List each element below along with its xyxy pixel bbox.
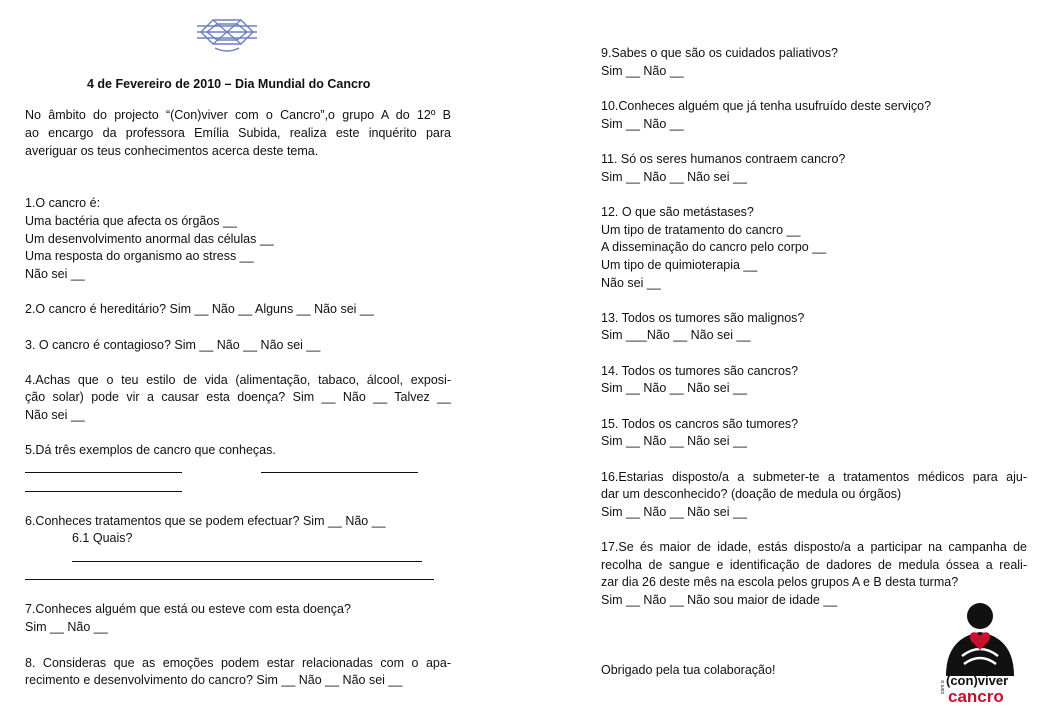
person-hug-icon	[940, 598, 1020, 678]
question-13-answer[interactable]: Sim ___Não __ Não sei __	[601, 328, 751, 342]
school-emblem-icon	[193, 12, 261, 54]
question-13: 13. Todos os tumores são malignos?	[601, 311, 805, 325]
answer-line[interactable]	[25, 472, 182, 473]
question-17-line: 17.Se és maior de idade, estás disposto/a a participar na campanha de	[601, 540, 1027, 554]
question-8-line[interactable]: recimento e desenvolvimento do cancro? Sim __ Não __ Não sei __	[25, 673, 403, 687]
question-3[interactable]: 3. O cancro é contagioso? Sim __ Não __ Não sei __	[25, 338, 321, 352]
question-16-answer[interactable]: Sim __ Não __ Não sei __	[601, 505, 747, 519]
question-7: 7.Conheces alguém que está ou esteve com esta doença?	[25, 602, 351, 616]
question-11: 11. Só os seres humanos contraem cancro?	[601, 152, 846, 166]
thanks-note: Obrigado pela tua colaboração!	[601, 663, 776, 677]
question-12: 12. O que são metástases?	[601, 205, 754, 219]
question-6[interactable]: 6.Conheces tratamentos que se podem efectuar? Sim __ Não __	[25, 514, 386, 528]
question-1-option[interactable]: Um desenvolvimento anormal das células __	[25, 232, 274, 246]
question-1-option[interactable]: Não sei __	[25, 267, 85, 281]
question-10: 10.Conheces alguém que já tenha usufruído deste serviço?	[601, 99, 932, 113]
intro-line: ao encargo da professora Emília Subida, realiza este inquérito para	[25, 126, 451, 140]
answer-line[interactable]	[261, 472, 418, 473]
question-5: 5.Dá três exemplos de cancro que conheças.	[25, 443, 276, 457]
question-4-line[interactable]: ção solar) pode vir a causar esta doença? Sim __ Não __ Talvez __	[25, 390, 451, 404]
question-9: 9.Sabes o que são os cuidados paliativos?	[601, 46, 838, 60]
question-7-answer[interactable]: Sim __ Não __	[25, 620, 108, 634]
question-2[interactable]: 2.O cancro é hereditário? Sim __ Não __ Alguns __ Não sei __	[25, 302, 374, 316]
intro-line: No âmbito do projecto “(Con)viver com o Cancro”,o grupo A do 12º B	[25, 108, 451, 122]
question-17-line: recolha de sangue e identificação de dadores de medula óssea a reali-	[601, 558, 1027, 572]
question-11-answer[interactable]: Sim __ Não __ Não sei __	[601, 170, 747, 184]
question-1-option[interactable]: Uma bactéria que afecta os órgãos __	[25, 214, 237, 228]
question-12-option[interactable]: A disseminação do cancro pelo corpo __	[601, 240, 827, 254]
question-17-answer[interactable]: Sim __ Não __ Não sou maior de idade __	[601, 593, 838, 607]
answer-line[interactable]	[25, 491, 182, 492]
question-4-line: 4.Achas que o teu estilo de vida (alimentação, tabaco, álcool, exposi-	[25, 373, 451, 387]
logo-small: com o	[940, 680, 946, 694]
question-14: 14. Todos os tumores são cancros?	[601, 364, 799, 378]
question-14-answer[interactable]: Sim __ Não __ Não sei __	[601, 381, 747, 395]
answer-line[interactable]	[25, 579, 434, 580]
question-12-option[interactable]: Um tipo de tratamento do cancro __	[601, 223, 801, 237]
question-8-line: 8. Consideras que as emoções podem estar relacionadas com o apa-	[25, 656, 451, 670]
question-15: 15. Todos os cancros são tumores?	[601, 417, 799, 431]
logo-line-1: (con)viver	[946, 673, 1009, 688]
intro-line: averiguar os teus conhecimentos acerca deste tema.	[25, 144, 319, 158]
question-17-line: zar dia 26 deste mês na escola pelos grupos A e B desta turma?	[601, 575, 959, 589]
question-6-1: 6.1 Quais?	[72, 531, 133, 545]
question-1: 1.O cancro é:	[25, 196, 101, 210]
question-12-option[interactable]: Não sei __	[601, 276, 661, 290]
question-9-answer[interactable]: Sim __ Não __	[601, 64, 684, 78]
logo-line-2: cancro	[948, 687, 1004, 706]
question-15-answer[interactable]: Sim __ Não __ Não sei __	[601, 434, 747, 448]
answer-line[interactable]	[72, 561, 422, 562]
question-1-option[interactable]: Uma resposta do organismo ao stress __	[25, 249, 254, 263]
question-10-answer[interactable]: Sim __ Não __	[601, 117, 684, 131]
question-16-line: dar um desconhecido? (doação de medula ou órgãos)	[601, 487, 902, 501]
question-12-option[interactable]: Um tipo de quimioterapia __	[601, 258, 758, 272]
page-title: 4 de Fevereiro de 2010 – Dia Mundial do Cancro	[87, 77, 371, 91]
question-4-line[interactable]: Não sei __	[25, 408, 85, 422]
question-16-line: 16.Estarias disposto/a a submeter-te a tratamentos médicos para aju-	[601, 470, 1027, 484]
conviver-cancro-logo	[940, 598, 1020, 710]
